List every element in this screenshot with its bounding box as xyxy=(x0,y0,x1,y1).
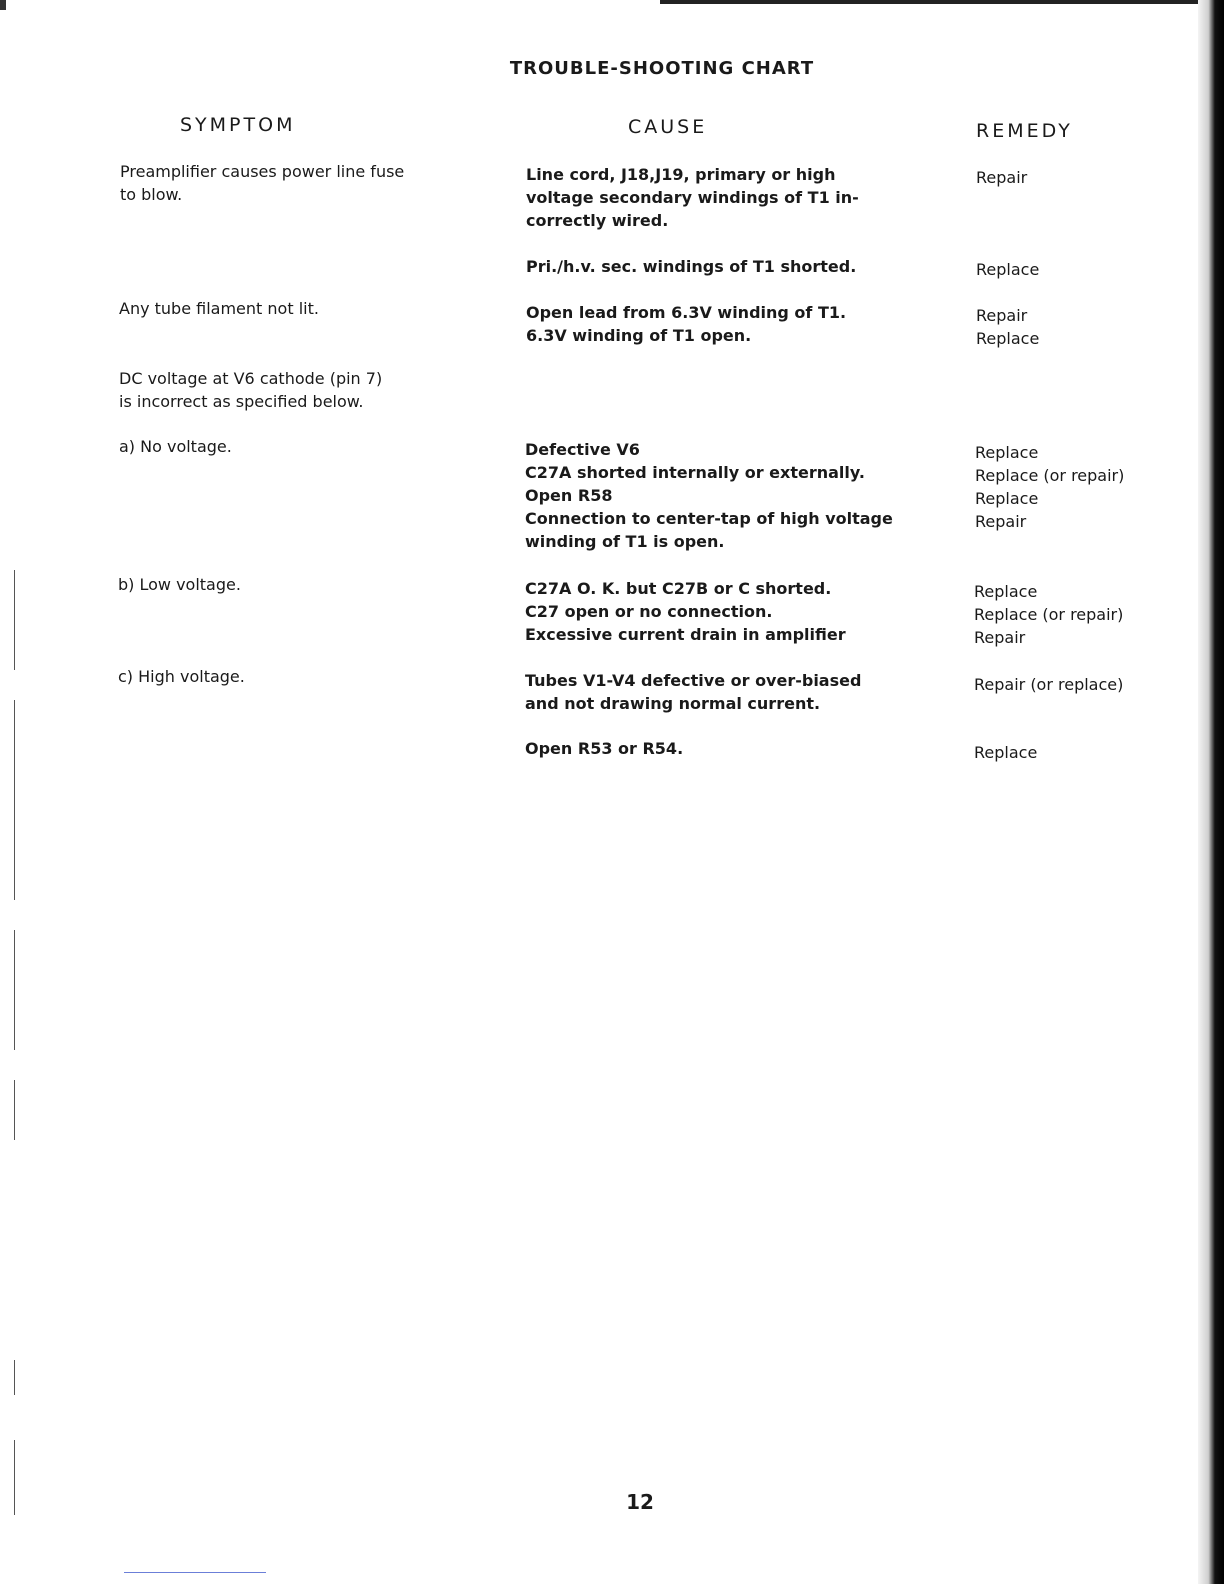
scan-corner-mark xyxy=(0,0,6,10)
bottom-rule xyxy=(124,1572,266,1573)
cause-text: Open lead from 6.3V winding of T1. 6.3V winding of T1 open. xyxy=(526,303,847,345)
cause-text: Tubes V1-V4 defective or over-biased and not drawing normal current. xyxy=(525,671,862,713)
remedy-text: Repair xyxy=(976,168,1028,187)
symptom-text: Preamplifier causes power line fuse to blow. xyxy=(120,162,405,204)
remedy-text: Replace xyxy=(974,743,1038,762)
symptom-text: b) Low voltage. xyxy=(118,575,241,594)
header-cause: CAUSE xyxy=(628,116,708,138)
page-title: TROUBLE-SHOOTING CHART xyxy=(509,58,815,79)
symptom-text: c) High voltage. xyxy=(118,667,245,686)
remedy-text: Replace xyxy=(976,260,1040,279)
header-remedy: REMEDY xyxy=(976,120,1073,142)
remedy-text: Replace Replace (or repair) Repair xyxy=(974,582,1124,647)
scan-right-edge xyxy=(1198,0,1224,1584)
header-symptom: SYMPTOM xyxy=(180,114,296,136)
remedy-text: Repair Replace xyxy=(976,306,1040,348)
cause-text: Pri./h.v. sec. windings of T1 shorted. xyxy=(526,257,857,276)
scan-top-edge xyxy=(660,0,1200,4)
symptom-text: Any tube filament not lit. xyxy=(119,299,319,318)
remedy-text: Replace Replace (or repair) Replace Repair xyxy=(975,443,1125,531)
symptom-text: DC voltage at V6 cathode (pin 7) is incorrect as specified below. xyxy=(119,369,383,411)
page-number: 12 xyxy=(626,1490,654,1514)
remedy-text: Repair (or replace) xyxy=(974,675,1124,694)
cause-text: Line cord, J18,J19, primary or high voltage secondary windings of T1 in- correctly wired. xyxy=(526,165,859,230)
cause-text: C27A O. K. but C27B or C shorted. C27 open or no connection. Excessive current drain in amplifier xyxy=(525,579,846,644)
cause-text: Defective V6 C27A shorted internally or externally. Open R58 Connection to center-tap of high voltage winding of T1 is open. xyxy=(525,440,893,551)
cause-text: Open R53 or R54. xyxy=(525,739,684,758)
symptom-text: a) No voltage. xyxy=(119,437,232,456)
